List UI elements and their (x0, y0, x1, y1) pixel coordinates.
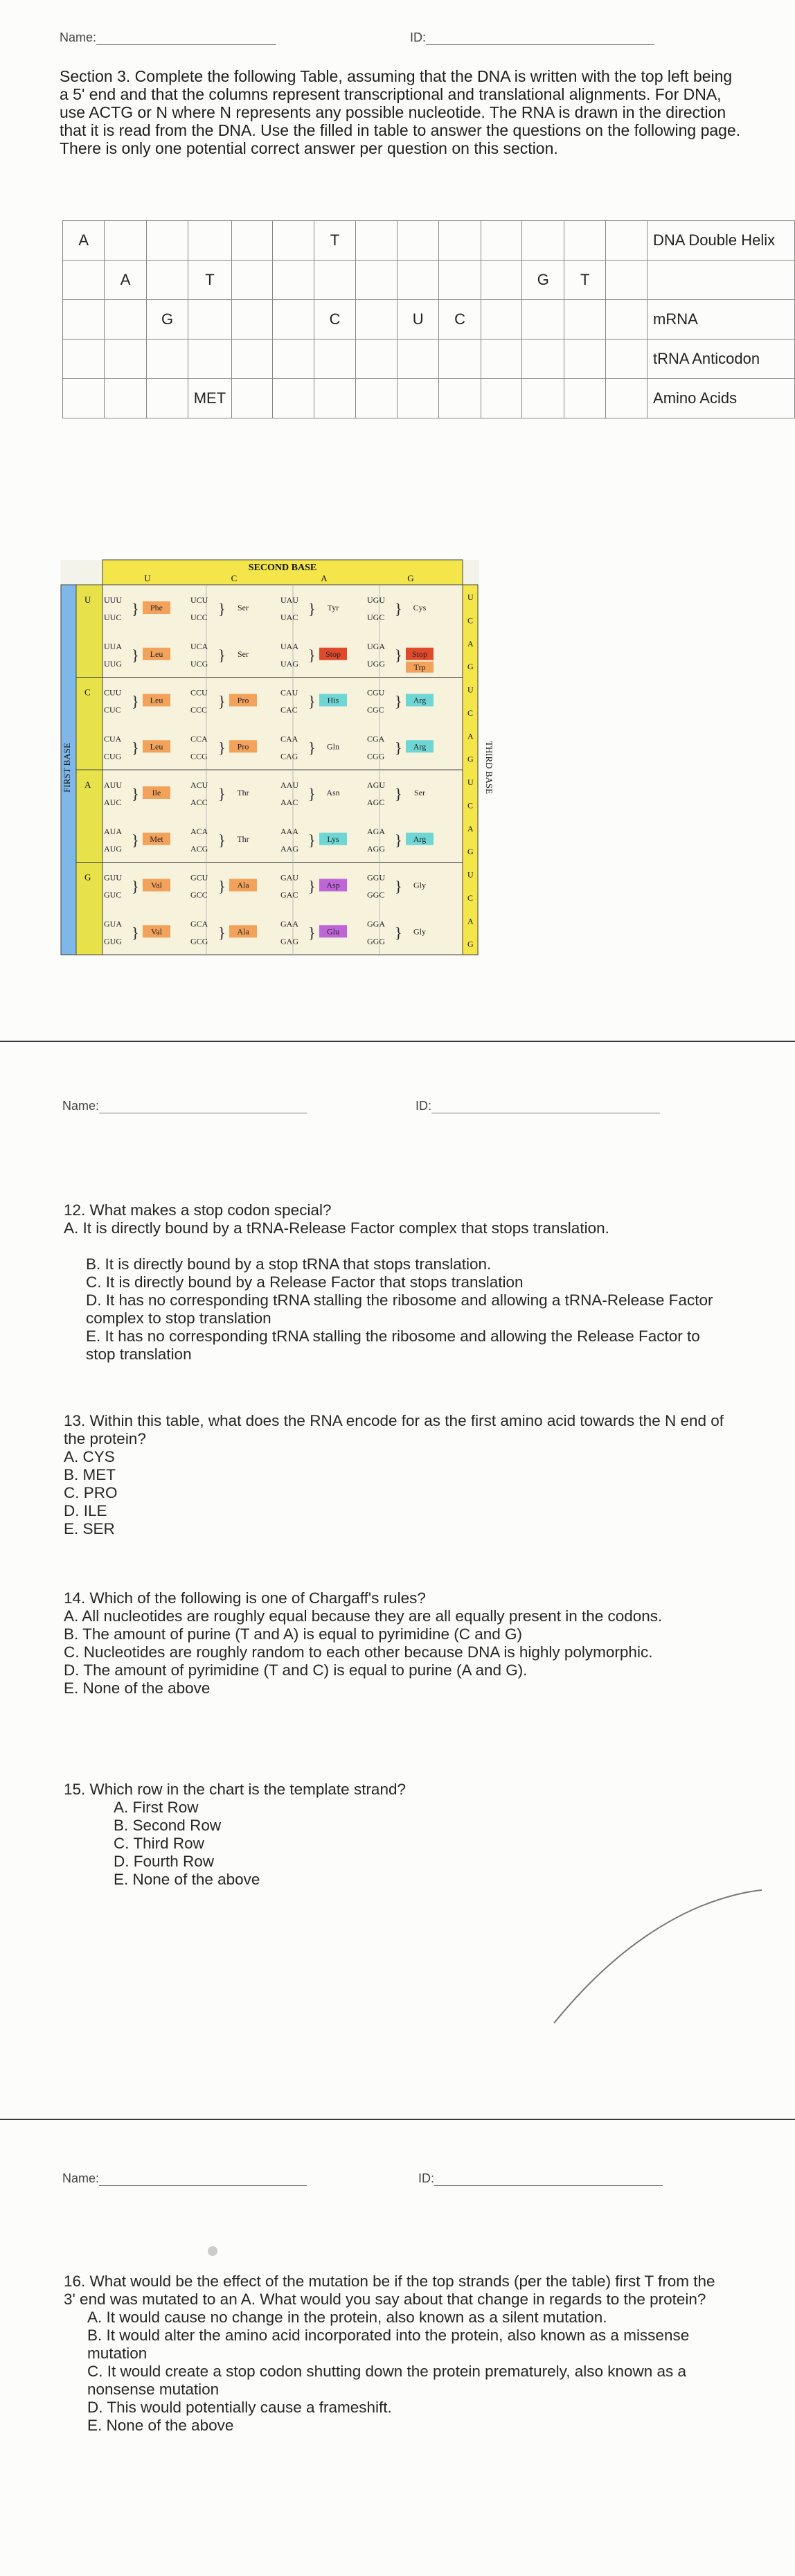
dna-table-cell[interactable] (273, 261, 314, 300)
codon-text: UGC (367, 612, 385, 622)
dna-table-cell[interactable] (481, 339, 522, 379)
dna-table-cell[interactable]: T (564, 261, 606, 300)
codon-text: GUA (104, 919, 122, 929)
dna-table-cell[interactable] (439, 221, 481, 261)
amino-acid-label: Phe (150, 603, 163, 612)
dna-table-cell[interactable] (231, 300, 273, 339)
option: A. It would cause no change in the protein, also known as a silent mutation. (87, 2309, 607, 2326)
brace: } (132, 877, 139, 895)
codon-text: GCG (190, 936, 208, 946)
amino-acid-label: Trp (413, 662, 426, 672)
dna-table-cell[interactable] (105, 221, 146, 261)
second-base-letter: C (231, 573, 238, 583)
dna-table-cell[interactable] (481, 379, 522, 418)
dna-table-cell[interactable] (273, 339, 314, 379)
dna-table-cell[interactable] (481, 221, 522, 261)
amino-acid-label: Leu (150, 741, 163, 752)
page-1 (0, 0, 795, 1039)
question-16 (61, 2273, 753, 2435)
dna-table-cell[interactable] (397, 379, 438, 418)
amino-acid-label: Thr (237, 788, 249, 797)
dna-table-cell[interactable] (397, 221, 438, 261)
dna-table-cell[interactable] (397, 339, 438, 379)
question-14 (61, 1589, 753, 1697)
option: A. It is directly bound by a tRNA-Release Factor complex that stops translation. (64, 1219, 609, 1237)
third-base-letter: U (467, 777, 474, 787)
dna-table-cell[interactable]: T (314, 221, 355, 261)
codon-text: CUU (104, 687, 122, 698)
amino-acid-label: Thr (237, 833, 249, 844)
third-base-letter: U (467, 592, 474, 602)
option: C. It would create a stop codon shutting down the protein prematurely, also known as a nonsense mutation (87, 2363, 687, 2398)
first-base-letter: U (84, 594, 91, 605)
amino-acid-label: Arg (413, 833, 427, 844)
dna-table-cell[interactable] (356, 261, 398, 300)
amino-acid-label: Arg (413, 741, 427, 752)
amino-acid-label: Ile (152, 788, 161, 797)
codon-text: ACC (190, 797, 208, 807)
dna-table-cell[interactable] (606, 221, 647, 261)
dna-table-cell[interactable] (522, 221, 564, 261)
codon-text: GGA (367, 919, 385, 929)
dna-table-cell[interactable] (105, 300, 146, 339)
third-base-letter: G (467, 662, 474, 672)
dna-table-cell[interactable] (146, 261, 188, 300)
codon-text: GGG (367, 936, 385, 946)
codon-text: CAA (280, 734, 298, 744)
codon-text: UAU (280, 595, 298, 605)
dna-table-cell[interactable] (439, 261, 481, 300)
dna-table-cell[interactable] (481, 261, 522, 300)
option: D. It has no corresponding tRNA stalling the ribosome and allowing a tRNA-Release Factor complex to stop translation (86, 1291, 713, 1327)
codon-text: AGA (367, 826, 385, 836)
row-label: Amino Acids (647, 379, 795, 418)
section-instructions: Section 3. Complete the following Table, assuming that the DNA is written with the top left being a 5' end and that the columns represent transcriptional and translational alignments. For DNA, use ACTG or N where N represents any possible nucleotide. The RNA is drawn in the direction that it is read from the DNA. Use the filled in table to answer the questions on the following page. There is only one potential correct answer per question on this section. (60, 67, 741, 157)
brace: } (132, 692, 139, 710)
codon-text: GUU (104, 872, 122, 883)
dna-table-row (63, 300, 795, 339)
id-label: ID: (418, 2171, 435, 2185)
codon-text: GAC (280, 890, 298, 900)
dna-table-cell[interactable] (564, 339, 606, 379)
dna-table-cell[interactable] (146, 339, 188, 379)
dna-table-row (63, 261, 795, 300)
third-base-label: THIRD BASE (484, 741, 494, 795)
first-base-letter: G (84, 872, 91, 883)
brace: } (395, 692, 402, 710)
brace: } (218, 646, 226, 664)
amino-acid-label: Pro (237, 741, 249, 752)
dna-table-cell[interactable] (439, 379, 481, 418)
dna-table-cell[interactable] (273, 221, 314, 261)
dna-table-cell[interactable] (522, 300, 564, 339)
option: B. The amount of purine (T and A) is equal to pyrimidine (C and G) (64, 1625, 523, 1643)
brace: } (132, 924, 139, 942)
codon-text: AUU (104, 780, 122, 790)
second-base-letter: U (144, 573, 151, 583)
codon-table (61, 560, 494, 955)
option: B. MET (64, 1466, 116, 1483)
brace: } (218, 831, 226, 849)
dna-table-cell[interactable] (105, 379, 146, 418)
third-base-letter: A (467, 731, 474, 741)
amino-acid-label: Leu (150, 649, 163, 659)
question-text: 14. Which of the following is one of Chargaff's rules? (64, 1589, 426, 1607)
codon-table-graphic (61, 560, 494, 955)
brace: } (395, 877, 402, 895)
dna-table-cell[interactable] (606, 339, 647, 379)
question-text: 15. Which row in the chart is the template strand? (64, 1781, 406, 1798)
brace: } (308, 785, 316, 802)
codon-text: UAA (280, 641, 298, 651)
codon-text: CUG (104, 751, 122, 761)
brace: } (395, 924, 402, 942)
third-base-letter: G (467, 754, 474, 764)
option: A. CYS (64, 1448, 115, 1465)
amino-acid-label: Asp (326, 880, 340, 890)
second-base-letter: A (321, 573, 328, 583)
codon-text: AAU (280, 780, 298, 790)
codon-text: GCA (190, 919, 208, 929)
third-base-letter: G (467, 939, 474, 949)
codon-text: UGU (367, 595, 385, 605)
brace: } (132, 646, 139, 664)
question-13 (61, 1412, 753, 1538)
amino-acid-label: Cys (413, 603, 427, 612)
codon-text: UCC (190, 612, 208, 622)
amino-acid-label: Leu (150, 695, 163, 705)
name-label: Name: (60, 30, 97, 44)
option: C. Third Row (114, 1835, 204, 1852)
codon-text: UUC (104, 612, 122, 622)
dna-table-cell[interactable] (231, 221, 273, 261)
codon-text: AAG (280, 843, 298, 854)
amino-acid-label: Glu (327, 926, 339, 937)
brace: } (395, 831, 402, 849)
brace: } (308, 831, 316, 849)
name-header (62, 1099, 307, 1113)
brace: } (218, 692, 226, 710)
dna-table-cell[interactable] (356, 339, 398, 379)
dna-table-cell[interactable] (356, 379, 398, 418)
codon-text: AAC (280, 797, 298, 807)
amino-acid-label: Stop (325, 649, 341, 659)
brace: } (308, 924, 316, 942)
dna-table-cell[interactable] (188, 300, 231, 339)
brace: } (308, 600, 316, 617)
dna-table-cell[interactable]: T (188, 261, 231, 300)
dna-table-cell[interactable] (273, 379, 314, 418)
id-label: ID: (410, 30, 427, 44)
amino-acid-label: Ala (237, 926, 249, 937)
amino-acid-label: Ser (238, 603, 249, 612)
amino-acid-label: Stop (411, 649, 428, 659)
paper-spot (208, 2246, 217, 2256)
dna-table-cell[interactable]: A (63, 221, 105, 261)
page-3 (0, 2121, 795, 2576)
dna-table-cell[interactable]: C (314, 300, 355, 339)
dna-table-cell[interactable] (105, 339, 146, 379)
codon-text: CGA (367, 734, 385, 744)
page-2 (0, 1043, 795, 2117)
dna-table-cell[interactable]: C (439, 300, 481, 339)
id-label: ID: (416, 1099, 432, 1113)
codon-text: CAC (280, 705, 298, 715)
dna-table-cell[interactable] (231, 339, 273, 379)
option: A. First Row (114, 1799, 199, 1816)
codon-text: GCU (190, 872, 208, 883)
codon-text: AUG (104, 843, 122, 854)
codon-text: AUC (104, 797, 122, 807)
dna-table-cell[interactable] (522, 339, 564, 379)
dna-table-cell[interactable] (188, 221, 231, 261)
codon-text: UUA (104, 641, 122, 651)
dna-table-cell[interactable] (522, 379, 564, 418)
codon-text: GAG (280, 936, 298, 946)
dna-table-cell[interactable] (273, 300, 314, 339)
dna-table-cell[interactable] (606, 300, 647, 339)
codon-text: UUG (104, 658, 122, 669)
third-base-letter: U (467, 870, 474, 880)
codon-text: AAA (280, 826, 298, 836)
brace: } (395, 785, 402, 802)
amino-acid-label: Arg (413, 695, 427, 705)
id-header (418, 2171, 663, 2186)
dna-table-cell[interactable]: U (397, 300, 438, 339)
brace: } (132, 739, 139, 757)
amino-acid-label: Lys (327, 833, 339, 844)
amino-acid-label: Gly (413, 926, 426, 937)
dna-table-row (63, 339, 795, 379)
question-12 (61, 1201, 753, 1364)
third-base-letter: A (467, 638, 474, 649)
codon-text: AGC (367, 797, 385, 807)
codon-text: CGG (367, 751, 385, 761)
codon-text: GAU (280, 872, 298, 883)
dna-table-cell[interactable] (63, 261, 105, 300)
dna-table-cell[interactable] (146, 221, 188, 261)
codon-text: CUC (104, 705, 121, 715)
name-label: Name: (62, 1099, 100, 1113)
brace: } (218, 785, 226, 802)
first-base-letter: A (84, 779, 91, 790)
codon-text: CCU (190, 687, 208, 698)
question-text: 12. What makes a stop codon special? (64, 1201, 332, 1219)
option: C. It is directly bound by a Release Factor that stops translation (86, 1273, 524, 1291)
codon-text: CGU (367, 687, 385, 698)
brace: } (132, 600, 139, 617)
codon-text: GUC (104, 890, 122, 900)
codon-text: AUA (104, 826, 122, 836)
option: B. It is directly bound by a stop tRNA that stops translation. (86, 1255, 492, 1273)
amino-acid-label: His (327, 695, 339, 705)
dna-table-row (63, 221, 795, 261)
dna-table-cell[interactable] (356, 300, 398, 339)
id-header (416, 1099, 660, 1113)
third-base-letter: G (467, 847, 474, 857)
amino-acid-label: Val (151, 926, 162, 937)
amino-acid-label: Val (151, 880, 162, 890)
dna-table-cell[interactable] (397, 261, 438, 300)
option: D. This would potentially cause a frameshift. (87, 2399, 392, 2416)
brace: } (218, 739, 226, 757)
codon-text: CCG (190, 751, 208, 761)
second-base-label: SECOND BASE (248, 563, 317, 573)
option: D. Fourth Row (114, 1853, 215, 1870)
codon-text: CAU (280, 687, 298, 698)
question-text: 16. What would be the effect of the mutation be if the top strands (per the table) first T from the 3' end was mutated to an A. What would you say about that change in regards to the protein? (64, 2273, 715, 2308)
dna-table-cell[interactable] (188, 339, 231, 379)
dna-table-cell[interactable] (439, 339, 481, 379)
third-base-letter: C (467, 892, 474, 903)
codon-text: UGA (367, 641, 385, 651)
dna-table-cell[interactable] (314, 261, 355, 300)
dna-table-cell[interactable] (231, 379, 273, 418)
dna-table-cell[interactable] (314, 379, 355, 418)
codon-text: GCC (190, 890, 208, 900)
amino-acid-label: Ser (238, 649, 249, 659)
brace: } (218, 600, 226, 617)
option: C. Nucleotides are roughly random to each other because DNA is highly polymorphic. (64, 1643, 653, 1661)
codon-text: CCC (190, 705, 208, 715)
dna-table-cell[interactable] (146, 379, 188, 418)
codon-text: AGG (367, 843, 385, 854)
amino-acid-label: Gly (413, 880, 426, 890)
codon-text: GUG (104, 936, 122, 946)
third-base-letter: C (467, 615, 474, 626)
third-base-letter: C (467, 800, 474, 811)
brace: } (218, 924, 226, 942)
option: D. The amount of pyrimidine (T and C) is equal to purine (A and G). (64, 1661, 528, 1679)
brace: } (395, 600, 402, 617)
codon-text: UCU (190, 595, 208, 605)
dna-table-cell[interactable] (564, 379, 606, 418)
dna-table-cell[interactable] (63, 379, 105, 418)
amino-acid-label: Pro (237, 695, 249, 705)
dna-table-cell[interactable] (564, 300, 606, 339)
first-base-letter: C (84, 687, 91, 698)
dna-table-cell[interactable] (63, 339, 105, 379)
brace: } (395, 646, 402, 664)
amino-acid-label: Ala (237, 880, 249, 890)
option: E. None of the above (87, 2417, 234, 2434)
brace: } (308, 739, 316, 757)
codon-text: AGU (367, 780, 385, 790)
dna-table-cell[interactable] (231, 261, 273, 300)
option: E. It has no corresponding tRNA stalling the ribosome and allowing the Release Factor to stop translation (86, 1327, 700, 1363)
option: B. It would alter the amino acid incorporated into the protein, also known as a missense mutation (87, 2327, 690, 2362)
codon-text: GGU (367, 872, 385, 883)
pen-stroke-mark (0, 1861, 795, 2069)
codon-text: UGG (367, 658, 385, 669)
row-label: tRNA Anticodon (647, 339, 795, 379)
codon-text: UAC (280, 612, 298, 622)
codon-text: UCG (190, 658, 208, 669)
row-label: mRNA (647, 300, 795, 339)
first-base-label: FIRST BASE (62, 743, 72, 793)
brace: } (218, 877, 226, 895)
dna-table-cell[interactable] (314, 339, 355, 379)
row-label (647, 261, 795, 300)
codon-text: CCA (190, 734, 208, 744)
dna-table-cell[interactable] (606, 379, 647, 418)
dna-table-cell[interactable]: MET (188, 379, 231, 418)
spacer (61, 1237, 753, 1255)
third-base-letter: C (467, 707, 474, 718)
option: E. SER (64, 1520, 115, 1537)
dna-table-cell[interactable]: A (105, 261, 146, 300)
codon-text: UUU (104, 595, 122, 605)
codon-text: GGC (367, 890, 385, 900)
brace: } (132, 785, 139, 802)
page-divider (0, 2119, 795, 2120)
dna-table-cell[interactable] (356, 221, 398, 261)
option: B. Second Row (114, 1817, 222, 1834)
option: E. None of the above (114, 1871, 260, 1888)
codon-text: CAG (280, 751, 298, 761)
dna-table-cell[interactable] (606, 261, 647, 300)
name-label: Name: (62, 2171, 100, 2185)
dna-table-cell[interactable]: G (146, 300, 188, 339)
name-header (62, 2171, 307, 2186)
second-base-letter: G (407, 573, 414, 583)
codon-text: ACU (190, 780, 208, 790)
brace: } (308, 877, 316, 895)
codon-text: UCA (190, 641, 208, 651)
codon-text: CUA (104, 734, 122, 744)
amino-acid-label: Ser (414, 788, 425, 797)
dna-table-cell[interactable] (481, 300, 522, 339)
dna-table-row (63, 379, 795, 418)
name-header (60, 30, 276, 45)
brace: } (132, 831, 139, 849)
codon-text: GAA (280, 919, 298, 929)
amino-acid-label: Asn (326, 788, 340, 797)
third-base-letter: A (467, 823, 474, 833)
codon-text: ACG (190, 843, 208, 854)
brace: } (308, 646, 316, 664)
question-text: 13. Within this table, what does the RNA encode for as the first amino acid towards the N end of the protein? (64, 1412, 724, 1447)
option: E. None of the above (64, 1679, 211, 1697)
amino-acid-label: Tyr (327, 603, 339, 612)
amino-acid-label: Gln (327, 741, 339, 752)
option: C. PRO (64, 1484, 118, 1501)
codon-text: UAG (280, 658, 298, 669)
brace: } (395, 739, 402, 757)
dna-table-cell[interactable] (564, 221, 606, 261)
third-base-letter: A (467, 916, 474, 926)
dna-table (62, 220, 795, 418)
amino-acid-label: Met (150, 833, 163, 844)
option: D. ILE (64, 1502, 107, 1519)
id-header (410, 30, 654, 45)
codon-text: ACA (190, 826, 208, 836)
brace: } (308, 692, 316, 710)
dna-table-cell[interactable] (63, 300, 105, 339)
row-label: DNA Double Helix (647, 221, 795, 261)
option: A. All nucleotides are roughly equal because they are all equally present in the codons. (64, 1607, 663, 1625)
third-base-letter: U (467, 685, 474, 695)
dna-table-cell[interactable]: G (522, 261, 564, 300)
page-divider (0, 1041, 795, 1042)
codon-text: CGC (367, 705, 384, 715)
